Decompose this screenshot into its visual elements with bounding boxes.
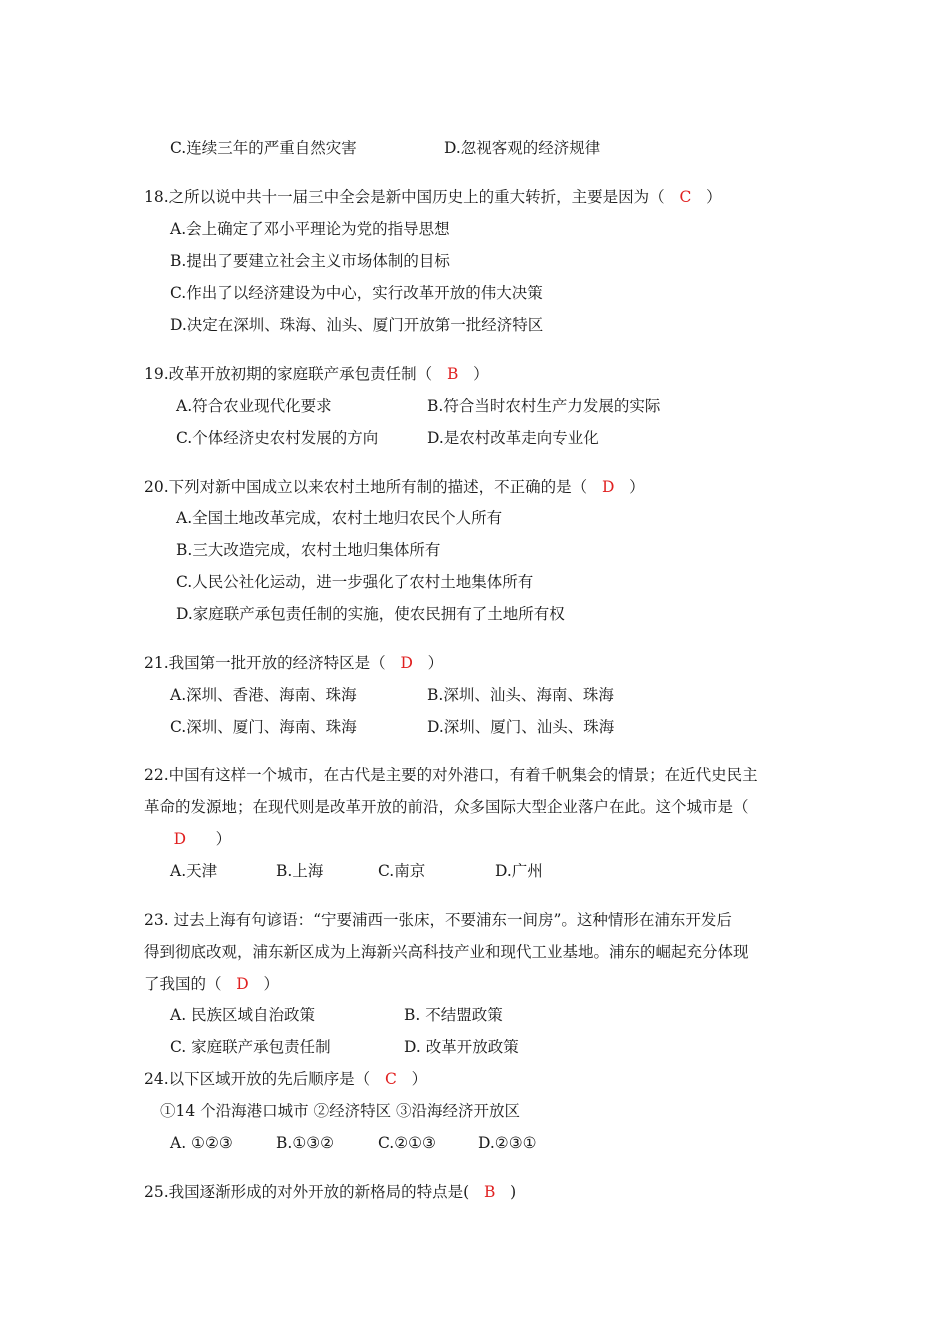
answer-option [176, 428, 378, 448]
question-stem [144, 364, 489, 384]
line-text: C.连续三年的严重自然灾害 [170, 139, 357, 157]
answer-padding [469, 1183, 484, 1201]
answer-padding [495, 1183, 510, 1201]
line-text: 25.我国逐渐形成的对外开放的新格局的特点是( [144, 1183, 470, 1201]
answer-option [478, 1133, 537, 1153]
line-text: D.深圳、厦门、汕头、珠海 [427, 718, 615, 736]
closing-paren: ） [263, 975, 280, 993]
answer-letter: C [384, 1070, 397, 1088]
answer-option [378, 1133, 436, 1153]
question-stem [144, 1069, 427, 1089]
closing-paren: ） [411, 1070, 428, 1088]
closing-paren: ） [706, 188, 722, 206]
answer-option [170, 685, 357, 705]
line-text: A.天津 [170, 862, 218, 880]
question-stem [144, 974, 279, 994]
answer-padding [249, 975, 264, 993]
line-text: C.人民公社化运动，进一步强化了农村土地集体所有 [176, 573, 534, 591]
line-text: C.②①③ [378, 1134, 436, 1152]
answer-padding [144, 830, 174, 848]
question-stem [144, 765, 758, 785]
answer-option [427, 396, 660, 416]
line-text: B.上海 [276, 862, 324, 880]
answer-option [170, 138, 357, 158]
line-text: ①14 个沿海港口城市 ②经济特区 ③沿海经济开放区 [160, 1102, 521, 1120]
line-text: 了我国的（ [144, 975, 222, 993]
answer-letter: D [173, 830, 186, 848]
answer-option [276, 1133, 334, 1153]
line-text: B. 不结盟政策 [404, 1006, 503, 1024]
answer-option [404, 1037, 519, 1057]
closing-paren: ） [215, 830, 232, 848]
line-text: 22.中国有这样一个城市，在古代是主要的对外港口，有着千帆集会的情景；在近代史民主 [144, 766, 758, 784]
line-text: D.忽视客观的经济规律 [444, 139, 601, 157]
line-text: 得到彻底改观，浦东新区成为上海新兴高科技产业和现代工业基地。浦东的崛起充分体现 [144, 943, 749, 961]
closing-paren: ) [510, 1183, 517, 1201]
answer-option [176, 572, 533, 592]
answer-padding [691, 188, 706, 206]
answer-option [170, 315, 543, 335]
closing-paren: ） [629, 478, 645, 496]
line-text: A.全国土地改革完成，农村土地归农民个人所有 [176, 509, 503, 527]
answer-option [495, 861, 543, 881]
answer-option [170, 717, 357, 737]
answer-padding [413, 654, 428, 672]
answer-option [176, 604, 565, 624]
line-text: B.符合当时农村生产力发展的实际 [427, 397, 661, 415]
line-text: B.深圳、汕头、海南、珠海 [427, 686, 614, 704]
answer-option [427, 717, 614, 737]
question-stem [144, 653, 443, 673]
answer-letter: D [236, 975, 249, 993]
answer-option [170, 1133, 233, 1153]
question-stem [144, 942, 749, 962]
line-text: D. 改革开放政策 [404, 1038, 519, 1056]
answer-option [176, 540, 440, 560]
line-text: A. ①②③ [170, 1134, 233, 1152]
answer-padding [186, 830, 216, 848]
answer-option [276, 861, 323, 881]
line-text: B.提出了要建立社会主义市场体制的目标 [170, 252, 450, 270]
question-stem [144, 1182, 516, 1202]
answer-option [404, 1005, 503, 1025]
line-text: 革命的发源地；在现代则是改革开放的前沿，众多国际大型企业落户在此。这个城市是（ [144, 798, 749, 816]
answer-padding [614, 478, 629, 496]
line-text: A.深圳、香港、海南、珠海 [170, 686, 357, 704]
line-text: A.符合农业现代化要求 [176, 397, 332, 415]
answer-padding [587, 478, 602, 496]
answer-option [378, 861, 425, 881]
line-text: B.三大改造完成，农村土地归集体所有 [176, 541, 441, 559]
line-text: D.广州 [495, 862, 543, 880]
line-text: D.是农村改革走向专业化 [427, 429, 599, 447]
line-text: 20.下列对新中国成立以来农村土地所有制的描述，不正确的是（ [144, 478, 588, 496]
line-text: 19.改革开放初期的家庭联产承包责任制（ [144, 365, 433, 383]
line-text: C.个体经济史农村发展的方向 [176, 429, 379, 447]
closing-paren: ） [473, 365, 489, 383]
line-text: C.作出了以经济建设为中心，实行改革开放的伟大决策 [170, 284, 543, 302]
question-stem [144, 187, 722, 207]
answer-option [427, 685, 614, 705]
answer-option [170, 251, 450, 271]
line-text: C.深圳、厦门、海南、珠海 [170, 718, 357, 736]
line-text: 23. 过去上海有句谚语：“宁要浦西一张床，不要浦东一间房”。这种情形在浦东开发后 [144, 911, 732, 929]
line-text: 18.之所以说中共十一届三中全会是新中国历史上的重大转折，主要是因为（ [144, 188, 665, 206]
answer-padding [386, 654, 401, 672]
answer-option [176, 396, 332, 416]
question-stem [144, 829, 231, 849]
answer-option [170, 1037, 331, 1057]
line-text: A.会上确定了邓小平理论为党的指导思想 [170, 220, 450, 238]
answer-padding [397, 1070, 412, 1088]
line-text: D.家庭联产承包责任制的实施，使农民拥有了土地所有权 [176, 605, 565, 623]
answer-padding [370, 1070, 385, 1088]
question-stem [144, 910, 732, 930]
line-text: D.决定在深圳、珠海、汕头、厦门开放第一批经济特区 [170, 316, 544, 334]
answer-option [444, 138, 600, 158]
line-text: C.南京 [378, 862, 426, 880]
question-stem [144, 797, 749, 817]
line-text: A. 民族区域自治政策 [170, 1006, 316, 1024]
line-text: 21.我国第一批开放的经济特区是（ [144, 654, 386, 672]
answer-letter: D [601, 478, 615, 496]
answer-option [170, 283, 543, 303]
closing-paren: ） [427, 654, 444, 672]
answer-padding [222, 975, 237, 993]
line-text: C. 家庭联产承包责任制 [170, 1038, 331, 1056]
answer-padding [665, 188, 680, 206]
answer-letter: D [400, 654, 413, 672]
answer-letter: B [446, 365, 459, 383]
answer-letter: C [679, 188, 692, 206]
question-stem [144, 477, 645, 497]
line-text: 24.以下区域开放的先后顺序是（ [144, 1070, 371, 1088]
answer-option [170, 219, 450, 239]
answer-option [170, 861, 217, 881]
answer-option [160, 1101, 520, 1121]
answer-letter: B [483, 1183, 496, 1201]
answer-option [427, 428, 599, 448]
answer-padding [458, 365, 473, 383]
answer-padding [432, 365, 447, 383]
answer-option [170, 1005, 315, 1025]
answer-option [176, 508, 502, 528]
line-text: B.①③② [276, 1134, 335, 1152]
line-text: D.②③① [478, 1134, 537, 1152]
